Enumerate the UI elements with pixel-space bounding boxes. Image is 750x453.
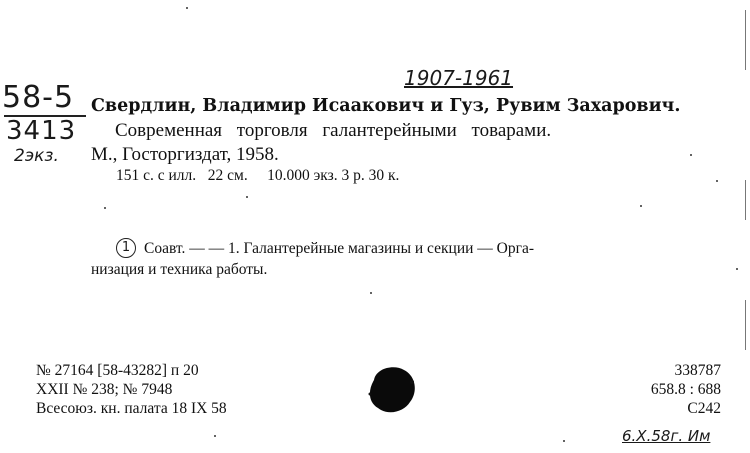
speck xyxy=(186,7,188,9)
imprint: М., Госторгиздат, 1958. xyxy=(91,144,279,165)
speck xyxy=(214,435,216,437)
speck xyxy=(736,268,738,270)
card-edge xyxy=(745,300,746,350)
speck xyxy=(690,154,692,156)
footer-right-line-3: С242 xyxy=(687,400,721,417)
book-title: Современная торговля галантерейными товарами. xyxy=(115,120,552,141)
subject-line-1: Соавт. — — 1. Галантерейные магазины и секции — Орга- xyxy=(144,240,534,257)
life-dates: 1907-1961 xyxy=(404,66,514,90)
call-number-bottom: 3413 xyxy=(6,116,77,146)
footer-right-line-1: 338787 xyxy=(674,362,721,379)
copies-note: 2экз. xyxy=(14,146,59,166)
call-number-top: 58-5 xyxy=(2,80,75,115)
speck xyxy=(640,205,642,207)
bottom-note: 6.X.58г. Им xyxy=(622,427,711,445)
speck xyxy=(563,440,565,442)
tracing-mark: 1 xyxy=(116,238,136,258)
footer-left-line-3: Всесоюз. кн. палата 18 IX 58 xyxy=(36,400,227,417)
footer-right-line-2: 658.8 : 688 xyxy=(650,381,721,398)
card-edge xyxy=(745,180,746,220)
footer-left-line-1: № 27164 [58-43282] п 20 xyxy=(36,362,199,379)
physical-description: 151 с. с илл. 22 см. 10.000 экз. 3 р. 30 к. xyxy=(116,167,400,184)
subject-line-2: низация и техника работы. xyxy=(91,261,268,278)
card-edge xyxy=(745,10,746,70)
card-rod-hole xyxy=(360,358,424,422)
footer-left-line-2: XXII № 238; № 7948 xyxy=(36,381,173,398)
speck xyxy=(370,292,372,294)
speck xyxy=(246,196,248,198)
speck xyxy=(716,180,718,182)
speck xyxy=(104,207,106,209)
authors-heading: Свердлин, Владимир Исаакович и Гуз, Рувим Захарович. xyxy=(91,96,681,116)
